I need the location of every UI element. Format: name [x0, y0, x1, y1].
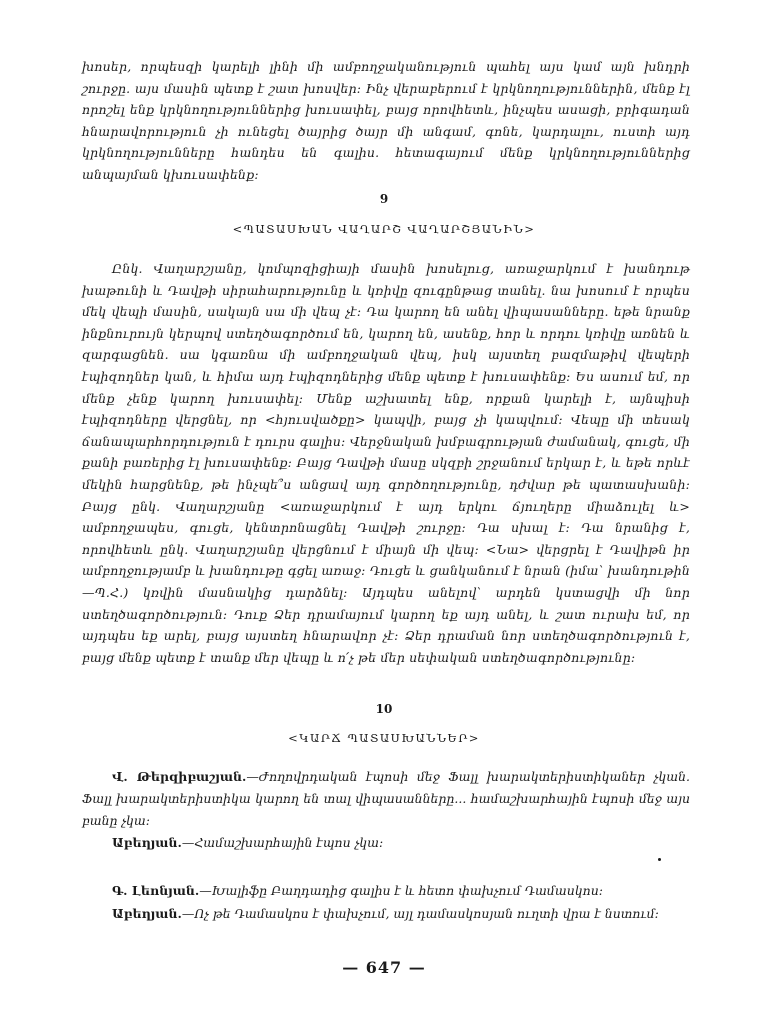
exchange-4-speaker: Աբեղյան.	[112, 906, 182, 921]
exchange-4	[82, 903, 690, 925]
stray-dot-mark	[658, 858, 661, 861]
exchange-2	[82, 832, 690, 854]
exchange-1-text: —Ժողովրդական էպոսի մեջ Ֆալլ խարակտերիստիկաներ չկան. Ֆալլ խարակտերիստիկա կարող են տալ վիպասանները... համաշխարհային էպոսի մեջ այս բանը չկա:	[82, 769, 690, 828]
section-10-number: 10	[375, 702, 393, 716]
exchange-3-speaker: Գ. Լեոնյան.	[112, 883, 200, 898]
page-number: — 647 —	[342, 958, 426, 977]
section-10-heading: <ԿԱՐՃ ՊԱՏԱՍԽԱՆՆԵՐ>	[288, 731, 480, 745]
exchange-3-text: —Խալիֆը Բաղդադից գալիս է և հետո փախչում Դամասկոս:	[199, 883, 603, 898]
exchange-2-text: —Համաշխարհային էպոս չկա:	[181, 835, 384, 850]
intro-paragraph: խոսեր, որպեսզի կարելի լինի մի ամբողջականություն պահել այս կամ այն խնդրի շուրջը. այս մասին պետք է շատ խոսվեր: Ինչ վերաբերում է կրկնողություններին, մենք էլ որոշել ենք կրկնողություններից խուսափել, բայց որովհետև, ինչպես ասացի, բրիգադան հնարավորություն չի ունեցել ծայրից ծայր մի անգամ, գոնե, կարդալու, ուստի այդ կրկնողությունները հանդես են գալիս. հետագայում մենք կրկնողություններից անպայման կխուսափենք:	[82, 59, 690, 182]
exchange-1-speaker: Վ. Թերզիբաշյան.	[112, 769, 247, 784]
section-9-body: Ընկ. Վաղարշյանը, կոմպոզիցիայի մասին խոսելուց, առաջարկում է խանդութ խաթունի և Դավթի սիրահարությունը և կռիվը զուգընթաց տանել. նա խոսում է որպես մեկ վեպի մասին, սակայն սա մի վեպ չէ: Դա կարող են անել վիպասանները. եթե նրանք ինքնուրույն կերպով ստեղծագործում են, կարող են, ասենք, հոր և որդու կռիվը առնեն և զարգացնեն. սա կգառնա մի ամբողջական վեպ, իսկ այստեղ բազմաթիվ վեպերի էպիզոդներ կան, և հիմա այդ էպիզոդներից մենք պետք է խուսափենք: Ես ասում եմ, որ մենք չենք կարող խուսափել: Մենք աշխատել ենք, որքան կարելի է, այնպիսի էպիզոդները վերցնել, որ <հյուսվածքը> կապվի, բայց չի կապվում: Վեպը մի տեսակ ճանապարհորդություն է դուրս գալիս: Վերջնական խմբագրության ժամանակ, գուցե, մի քանի բառերից էլ խուսափենք: Բայց Դավթի մասը սկզբի շրջանում երկար է, և եթե որևէ մեկին հարցնենք, թե ինչպե՞ս անցավ այդ գործողությունը, դժվար թե պատասխանի: Բայց ընկ. Վաղարշյանը <առաջարկում է այդ երկու ճյուղերը միաձուլել և> ամբողջապես, գուցե, կենտրոնացնել Դավթի շուրջը: Դա սխալ է: Դա նրանից է, որովհետև ընկ. Վաղարշյանը վերցնում է միայն մի վեպ: <Նա> վերցրել է Դավիթն իր ամբողջությամբ և խանդութը գցել առաջ: Դուցե և ցանկանում է նրան (իմա՝ խանդութին—Պ.Հ.) կռվին մասնակից դարձնել: Այդպես անելով՝ արդեն կստացվի մի նոր ստեղծագործություն: Դուք Ձեր դրամայում կարող եք այդ անել, և շատ ուրախ եմ, որ այդպես եք արել, բայց այստեղ հնարավոր չէ: Ձեր դրաման նոր ստեղծագործություն է, բայց մենք պետք է տանք մեր վեպը և ո՛չ թե մեր սեփական ստեղծագործությունը:	[82, 261, 690, 665]
section-9-number: 9	[379, 192, 389, 206]
exchange-2-speaker: Աբեղյան.	[112, 835, 182, 850]
exchange-4-text: —Ոչ թե Դամասկոս է փախչում, այլ դամասկոսյան ուղտի վրա է նստում:	[181, 906, 659, 921]
section-9-heading: <ՊԱՏԱՍԽԱՆ ՎԱՂԱՐՇ ՎԱՂԱՐՇՅԱՆԻՆ>	[232, 222, 536, 236]
exchange-1	[82, 766, 690, 832]
exchange-3	[82, 880, 690, 902]
